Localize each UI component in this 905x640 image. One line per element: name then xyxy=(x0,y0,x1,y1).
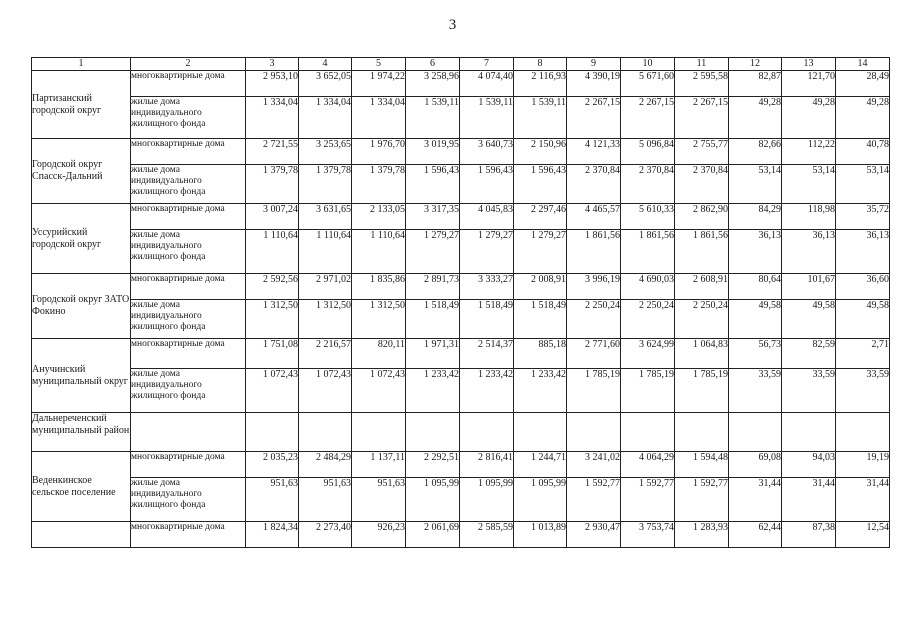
value-cell: 1 861,56 xyxy=(621,230,675,274)
value-cell: 1 539,11 xyxy=(514,97,567,139)
value-cell: 1 244,71 xyxy=(514,452,567,478)
value-cell: 2 953,10 xyxy=(246,71,299,97)
value-cell: 1 279,27 xyxy=(460,230,514,274)
value-cell: 1 064,83 xyxy=(675,339,729,369)
value-cell: 118,98 xyxy=(782,204,836,230)
value-cell: 1 974,22 xyxy=(352,71,406,97)
value-cell: 1 334,04 xyxy=(299,97,352,139)
empty-cell xyxy=(782,413,836,452)
value-cell: 2 595,58 xyxy=(675,71,729,97)
value-cell: 1 312,50 xyxy=(352,300,406,339)
value-cell: 1 379,78 xyxy=(352,165,406,204)
value-cell: 2 116,93 xyxy=(514,71,567,97)
value-cell: 2 592,56 xyxy=(246,274,299,300)
value-cell: 19,19 xyxy=(836,452,890,478)
value-cell: 1 596,43 xyxy=(460,165,514,204)
value-cell: 1 596,43 xyxy=(514,165,567,204)
value-cell: 2 370,84 xyxy=(675,165,729,204)
value-cell: 2 297,46 xyxy=(514,204,567,230)
value-cell: 2 370,84 xyxy=(621,165,675,204)
value-cell: 2 267,15 xyxy=(567,97,621,139)
value-cell: 1 379,78 xyxy=(246,165,299,204)
value-cell: 3 241,02 xyxy=(567,452,621,478)
page-number: 3 xyxy=(448,17,457,33)
housing-type: жилые дома индивидуального жилищного фонда xyxy=(131,165,246,204)
housing-type: многоквартирные дома xyxy=(131,274,246,300)
value-cell: 12,54 xyxy=(836,522,890,548)
value-cell: 951,63 xyxy=(246,478,299,522)
value-cell: 1 233,42 xyxy=(514,369,567,413)
column-header: 14 xyxy=(836,58,890,71)
value-cell: 2 250,24 xyxy=(567,300,621,339)
value-cell: 82,87 xyxy=(729,71,782,97)
value-cell: 62,44 xyxy=(729,522,782,548)
value-cell: 5 671,60 xyxy=(621,71,675,97)
value-cell: 3 317,35 xyxy=(406,204,460,230)
value-cell: 1 095,99 xyxy=(514,478,567,522)
tariff-table xyxy=(31,57,890,548)
value-cell: 1 518,49 xyxy=(406,300,460,339)
value-cell: 1 835,86 xyxy=(352,274,406,300)
value-cell: 1 137,11 xyxy=(352,452,406,478)
column-header: 9 xyxy=(567,58,621,71)
value-cell: 1 861,56 xyxy=(675,230,729,274)
value-cell: 101,67 xyxy=(782,274,836,300)
housing-type: жилые дома индивидуального жилищного фонда xyxy=(131,230,246,274)
table-row xyxy=(32,452,890,478)
empty-cell xyxy=(675,413,729,452)
table-row xyxy=(32,230,890,274)
municipality-name: Партизанский городской округ xyxy=(32,71,131,139)
value-cell: 36,13 xyxy=(729,230,782,274)
value-cell: 1 110,64 xyxy=(299,230,352,274)
column-header: 3 xyxy=(246,58,299,71)
column-header: 4 xyxy=(299,58,352,71)
value-cell: 4 390,19 xyxy=(567,71,621,97)
value-cell: 2 771,60 xyxy=(567,339,621,369)
value-cell: 2 150,96 xyxy=(514,139,567,165)
value-cell: 1 334,04 xyxy=(352,97,406,139)
value-cell: 1 233,42 xyxy=(460,369,514,413)
municipality-name: Уссурийский городской округ xyxy=(32,204,131,274)
value-cell: 49,58 xyxy=(782,300,836,339)
value-cell: 2 035,23 xyxy=(246,452,299,478)
value-cell: 3 624,99 xyxy=(621,339,675,369)
value-cell: 1 283,93 xyxy=(675,522,729,548)
value-cell: 56,73 xyxy=(729,339,782,369)
value-cell: 49,28 xyxy=(836,97,890,139)
empty-cell xyxy=(621,413,675,452)
value-cell: 3 640,73 xyxy=(460,139,514,165)
value-cell: 49,28 xyxy=(782,97,836,139)
empty-cell xyxy=(131,413,246,452)
value-cell: 33,59 xyxy=(729,369,782,413)
value-cell: 1 279,27 xyxy=(406,230,460,274)
column-header: 5 xyxy=(352,58,406,71)
value-cell: 53,14 xyxy=(836,165,890,204)
empty-cell xyxy=(729,413,782,452)
value-cell: 1 233,42 xyxy=(406,369,460,413)
value-cell: 36,60 xyxy=(836,274,890,300)
value-cell: 2 484,29 xyxy=(299,452,352,478)
column-header: 8 xyxy=(514,58,567,71)
empty-cell xyxy=(246,413,299,452)
table-row xyxy=(32,204,890,230)
value-cell: 84,29 xyxy=(729,204,782,230)
value-cell: 4 045,83 xyxy=(460,204,514,230)
value-cell: 1 095,99 xyxy=(460,478,514,522)
table-row xyxy=(32,369,890,413)
column-number-row xyxy=(32,58,890,71)
value-cell: 31,44 xyxy=(729,478,782,522)
value-cell: 1 110,64 xyxy=(246,230,299,274)
table-row xyxy=(32,522,890,548)
value-cell: 31,44 xyxy=(836,478,890,522)
value-cell: 2 267,15 xyxy=(675,97,729,139)
value-cell: 1 379,78 xyxy=(299,165,352,204)
empty-cell xyxy=(299,413,352,452)
value-cell: 31,44 xyxy=(782,478,836,522)
value-cell: 2 250,24 xyxy=(621,300,675,339)
housing-type: многоквартирные дома xyxy=(131,339,246,369)
housing-type: жилые дома индивидуального жилищного фонда xyxy=(131,478,246,522)
column-header: 11 xyxy=(675,58,729,71)
value-cell: 112,22 xyxy=(782,139,836,165)
value-cell: 36,13 xyxy=(782,230,836,274)
value-cell: 2 608,91 xyxy=(675,274,729,300)
value-cell: 1 592,77 xyxy=(567,478,621,522)
column-header: 6 xyxy=(406,58,460,71)
value-cell: 2 216,57 xyxy=(299,339,352,369)
value-cell: 53,14 xyxy=(782,165,836,204)
value-cell: 3 753,74 xyxy=(621,522,675,548)
value-cell: 1 592,77 xyxy=(621,478,675,522)
value-cell: 4 064,29 xyxy=(621,452,675,478)
municipality-name: Городской округ Спасск-Дальний xyxy=(32,139,131,204)
value-cell: 2 008,91 xyxy=(514,274,567,300)
value-cell: 33,59 xyxy=(782,369,836,413)
value-cell: 1 785,19 xyxy=(675,369,729,413)
value-cell: 1 312,50 xyxy=(299,300,352,339)
municipality-name: Анучинский муниципальный округ xyxy=(32,339,131,413)
value-cell: 3 996,19 xyxy=(567,274,621,300)
column-header: 1 xyxy=(32,58,131,71)
housing-type: многоквартирные дома xyxy=(131,204,246,230)
value-cell: 1 971,31 xyxy=(406,339,460,369)
value-cell: 885,18 xyxy=(514,339,567,369)
value-cell: 1 596,43 xyxy=(406,165,460,204)
value-cell: 4 121,33 xyxy=(567,139,621,165)
value-cell: 2 891,73 xyxy=(406,274,460,300)
value-cell: 4 465,57 xyxy=(567,204,621,230)
housing-type: жилые дома индивидуального жилищного фонда xyxy=(131,300,246,339)
value-cell: 2 273,40 xyxy=(299,522,352,548)
value-cell: 2 514,37 xyxy=(460,339,514,369)
housing-type: многоквартирные дома xyxy=(131,522,246,548)
value-cell: 1 592,77 xyxy=(675,478,729,522)
value-cell: 40,78 xyxy=(836,139,890,165)
value-cell: 2 250,24 xyxy=(675,300,729,339)
housing-type: жилые дома индивидуального жилищного фонда xyxy=(131,369,246,413)
value-cell: 1 751,08 xyxy=(246,339,299,369)
value-cell: 94,03 xyxy=(782,452,836,478)
value-cell: 4 690,03 xyxy=(621,274,675,300)
column-header: 2 xyxy=(131,58,246,71)
value-cell: 2 755,77 xyxy=(675,139,729,165)
value-cell: 49,28 xyxy=(729,97,782,139)
value-cell: 2 971,02 xyxy=(299,274,352,300)
table-row xyxy=(32,97,890,139)
table-row xyxy=(32,339,890,369)
housing-type: многоквартирные дома xyxy=(131,452,246,478)
value-cell: 926,23 xyxy=(352,522,406,548)
empty-cell xyxy=(567,413,621,452)
value-cell: 82,59 xyxy=(782,339,836,369)
value-cell: 3 631,65 xyxy=(299,204,352,230)
value-cell: 69,08 xyxy=(729,452,782,478)
value-cell: 1 334,04 xyxy=(246,97,299,139)
column-header: 13 xyxy=(782,58,836,71)
empty-cell xyxy=(406,413,460,452)
value-cell: 87,38 xyxy=(782,522,836,548)
table-row xyxy=(32,274,890,300)
value-cell: 4 074,40 xyxy=(460,71,514,97)
table-row xyxy=(32,300,890,339)
value-cell: 28,49 xyxy=(836,71,890,97)
value-cell: 1 861,56 xyxy=(567,230,621,274)
value-cell: 3 258,96 xyxy=(406,71,460,97)
table-row xyxy=(32,478,890,522)
housing-type: жилые дома индивидуального жилищного фонда xyxy=(131,97,246,139)
municipality-name: Городской округ ЗАТО Фокино xyxy=(32,274,131,339)
value-cell: 1 976,70 xyxy=(352,139,406,165)
column-header: 10 xyxy=(621,58,675,71)
empty-cell xyxy=(352,413,406,452)
value-cell: 951,63 xyxy=(352,478,406,522)
column-header: 7 xyxy=(460,58,514,71)
value-cell: 1 785,19 xyxy=(621,369,675,413)
value-cell: 1 539,11 xyxy=(460,97,514,139)
value-cell: 3 652,05 xyxy=(299,71,352,97)
value-cell: 3 007,24 xyxy=(246,204,299,230)
value-cell: 2 370,84 xyxy=(567,165,621,204)
empty-cell xyxy=(514,413,567,452)
value-cell: 2 061,69 xyxy=(406,522,460,548)
value-cell: 2 133,05 xyxy=(352,204,406,230)
value-cell: 49,58 xyxy=(836,300,890,339)
housing-type: многоквартирные дома xyxy=(131,71,246,97)
column-header: 12 xyxy=(729,58,782,71)
value-cell: 3 333,27 xyxy=(460,274,514,300)
value-cell: 2 267,15 xyxy=(621,97,675,139)
table-row xyxy=(32,139,890,165)
value-cell: 1 539,11 xyxy=(406,97,460,139)
value-cell: 1 518,49 xyxy=(514,300,567,339)
empty-cell xyxy=(836,413,890,452)
value-cell: 2 292,51 xyxy=(406,452,460,478)
municipality-name xyxy=(32,522,131,548)
value-cell: 2 816,41 xyxy=(460,452,514,478)
municipality-name: Веденкинское сельское поселение xyxy=(32,452,131,522)
value-cell: 1 785,19 xyxy=(567,369,621,413)
value-cell: 1 518,49 xyxy=(460,300,514,339)
municipality-name: Дальнереченский муниципальный район xyxy=(32,413,131,452)
value-cell: 1 072,43 xyxy=(352,369,406,413)
value-cell: 1 110,64 xyxy=(352,230,406,274)
value-cell: 33,59 xyxy=(836,369,890,413)
value-cell: 82,66 xyxy=(729,139,782,165)
value-cell: 2,71 xyxy=(836,339,890,369)
value-cell: 3 253,65 xyxy=(299,139,352,165)
table-row xyxy=(32,165,890,204)
value-cell: 1 013,89 xyxy=(514,522,567,548)
value-cell: 53,14 xyxy=(729,165,782,204)
value-cell: 36,13 xyxy=(836,230,890,274)
value-cell: 5 096,84 xyxy=(621,139,675,165)
value-cell: 1 095,99 xyxy=(406,478,460,522)
value-cell: 121,70 xyxy=(782,71,836,97)
table-row xyxy=(32,71,890,97)
value-cell: 2 585,59 xyxy=(460,522,514,548)
value-cell: 2 721,55 xyxy=(246,139,299,165)
value-cell: 2 862,90 xyxy=(675,204,729,230)
value-cell: 820,11 xyxy=(352,339,406,369)
value-cell: 1 594,48 xyxy=(675,452,729,478)
value-cell: 49,58 xyxy=(729,300,782,339)
value-cell: 1 279,27 xyxy=(514,230,567,274)
value-cell: 35,72 xyxy=(836,204,890,230)
value-cell: 1 072,43 xyxy=(246,369,299,413)
value-cell: 1 072,43 xyxy=(299,369,352,413)
value-cell: 1 312,50 xyxy=(246,300,299,339)
value-cell: 80,64 xyxy=(729,274,782,300)
value-cell: 3 019,95 xyxy=(406,139,460,165)
value-cell: 5 610,33 xyxy=(621,204,675,230)
value-cell: 1 824,34 xyxy=(246,522,299,548)
table-row xyxy=(32,413,890,452)
value-cell: 951,63 xyxy=(299,478,352,522)
value-cell: 2 930,47 xyxy=(567,522,621,548)
housing-type: многоквартирные дома xyxy=(131,139,246,165)
empty-cell xyxy=(460,413,514,452)
